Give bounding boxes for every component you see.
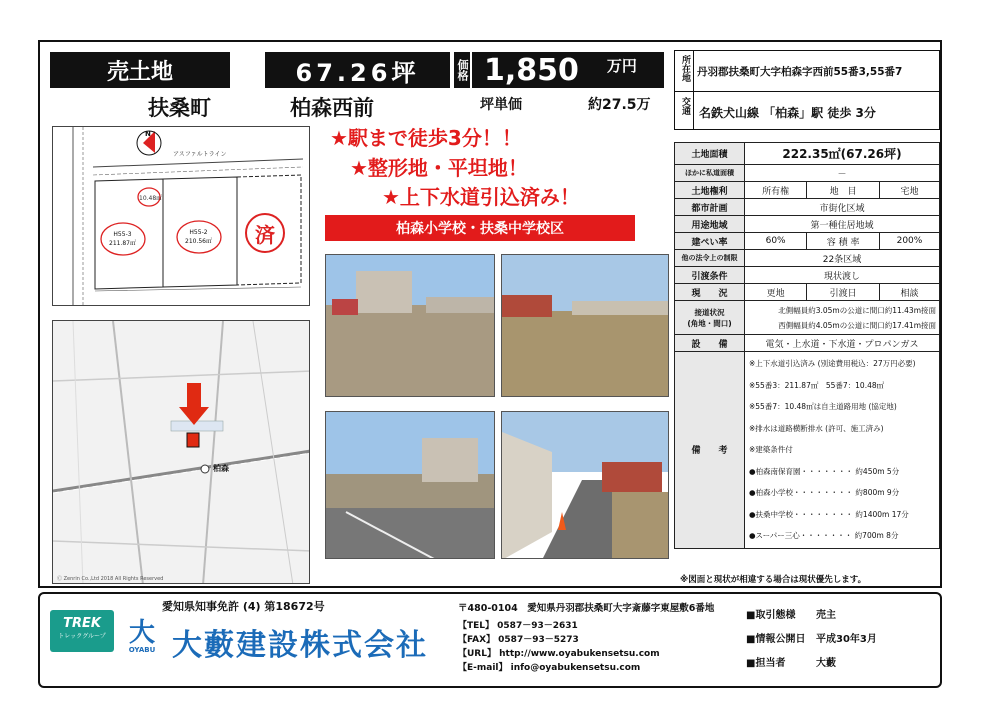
map-credit: Ⓒ Zenrin Co.,Ltd 2018 All Rights Reserved — [57, 576, 164, 582]
area-name: 柏森西前 — [290, 96, 374, 120]
spec-label: 現 況 — [675, 284, 745, 301]
spec-row — [675, 199, 940, 216]
spec-value: 所有権 — [745, 182, 807, 199]
spec-value: 相談 — [879, 284, 939, 301]
spec-value: 222.35㎡(67.26坪) — [745, 143, 940, 165]
deal-type-value: 売主 — [816, 610, 836, 621]
sold-stamp-text: 済 — [255, 222, 275, 247]
spec-label: 地 目 — [807, 182, 880, 199]
spec-value — [745, 301, 940, 335]
remark-line: ※上下水道引込済み (別途費用税込：27万円必要) — [749, 359, 916, 368]
school-banner-text: 柏森小学校・扶桑中学校区 — [396, 221, 564, 237]
staff-value: 大藪 — [816, 658, 836, 669]
lot-2-label: H55-2 210.56㎡ — [185, 229, 212, 245]
lot-small-area: 10.48㎡ — [139, 195, 163, 202]
site-photo-2 — [501, 254, 669, 397]
remarks-cell — [745, 352, 940, 549]
spec-label: 用途地域 — [675, 216, 745, 233]
trek-logo-text: TREK — [63, 616, 101, 631]
company-email[interactable]: 【E-mail】 info@oyabukensetsu.com — [458, 663, 641, 673]
company-fax: 【FAX】 0587－93－5273 — [458, 635, 579, 645]
trek-logo — [50, 610, 114, 652]
spec-row — [675, 335, 940, 352]
site-photo-3 — [325, 411, 495, 559]
remark-line: ※建築条件付 — [749, 445, 793, 454]
area-map — [52, 320, 310, 584]
company-name: 大藪建設株式会社 — [172, 628, 428, 663]
site-photo-1 — [325, 254, 495, 397]
spec-label: 設 備 — [675, 335, 745, 352]
remark-line: ※55番7：10.48㎡は自主道路用地 (協定地) — [749, 402, 897, 411]
spec-row — [675, 301, 940, 335]
spec-row — [675, 250, 940, 267]
remark-line: ●扶桑中学校・・・・・・・・ 約1400m 17分 — [749, 509, 909, 519]
site-photo-4 — [501, 411, 669, 559]
oyabu-logo-text: OYABU — [128, 646, 156, 654]
spec-label: 土地権利 — [675, 182, 745, 199]
school-banner — [325, 215, 635, 241]
publish-date-value: 平成30年3月 — [816, 634, 877, 645]
tsubo-value: 67.26坪 — [295, 58, 420, 87]
access-line-1: 北側幅員約3.05mの公道に間口約11.43m接面 — [778, 305, 936, 315]
flyer-sheet — [38, 40, 942, 588]
spec-label: 引渡日 — [807, 284, 880, 301]
spec-value: 200% — [879, 233, 939, 250]
unit-price-value: 約27.5万 — [588, 97, 651, 113]
price-box — [472, 52, 664, 88]
remark-line: ●柏森南保育園・・・・・・・ 約450m 5分 — [749, 466, 900, 476]
spec-row — [675, 267, 940, 284]
remark-line: ※排水は道路横断排水 (許可、施工済み) — [749, 423, 884, 433]
company-url[interactable]: 【URL】 http://www.oyabukensetsu.com — [458, 649, 660, 659]
spec-label: 建ぺい率 — [675, 233, 745, 250]
station-label: 柏森 — [213, 464, 229, 473]
remark-line: ●スーパー三心・・・・・・・ 約700m 8分 — [749, 531, 899, 540]
spec-label: 接道状況 (角地・間口) — [675, 301, 745, 335]
bottom-note: ※図面と現状が相違する場合は現状優先します。 — [680, 575, 867, 585]
unit-price-label: 坪単価 — [480, 97, 522, 113]
license-number: 愛知県知事免許 (4) 第18672号 — [162, 600, 325, 613]
spec-row — [675, 284, 940, 301]
spec-row — [675, 182, 940, 199]
spec-row — [675, 216, 940, 233]
spec-label: 他の法令上の制限 — [675, 250, 745, 267]
price-label-box — [454, 52, 470, 88]
spec-table — [674, 142, 940, 549]
spec-value: 現状渡し — [745, 267, 940, 284]
price-value: 1,850 — [484, 52, 579, 88]
price-unit: 万円 — [606, 57, 637, 75]
type-label-box — [50, 52, 230, 88]
spec-value: 22条区域 — [745, 250, 940, 267]
spec-value: 電気・上水道・下水道・プロパンガス — [745, 335, 940, 352]
spec-value: 60% — [745, 233, 807, 250]
highlight-2: ★整形地・平坦地！ — [350, 156, 528, 180]
company-address: 〒480-0104 愛知県丹羽郡扶桑町大字斎藤字東屋敷6番地 — [458, 603, 715, 614]
spec-row — [675, 165, 940, 182]
tsubo-box — [265, 52, 450, 88]
plot-plan — [52, 126, 310, 306]
spec-row — [675, 233, 940, 250]
sold-stamp — [245, 213, 285, 253]
spec-label: 土地面積 — [675, 143, 745, 165]
highlight-3: ★上下水道引込済み！ — [382, 185, 580, 209]
spec-value: 更地 — [745, 284, 807, 301]
spec-row — [675, 143, 940, 165]
highlight-1: ★駅まで徒歩3分！！ — [330, 126, 522, 150]
location-block — [674, 50, 940, 130]
spec-value: 第一種住居地域 — [745, 216, 940, 233]
location-label: 所在地 — [680, 55, 690, 82]
oyabu-logo — [124, 620, 160, 656]
spec-label: 容 積 率 — [807, 233, 880, 250]
type-label: 売土地 — [106, 59, 173, 85]
divider — [693, 51, 694, 129]
divider — [675, 91, 939, 92]
access-line-2: 西側幅員約4.05mの公道に間口約17.41m接面 — [778, 320, 936, 330]
deal-type-label: ■取引態様 — [746, 610, 796, 621]
spec-label: 都市計画 — [675, 199, 745, 216]
company-footer — [38, 592, 942, 688]
traffic-label: 交通 — [680, 97, 690, 115]
spec-label: ほかに私道面積 — [675, 165, 745, 182]
spec-value: 宅地 — [879, 182, 939, 199]
location-value: 丹羽郡扶桑町大字柏森字西前55番3,55番7 — [697, 66, 903, 78]
compass-label: N — [145, 130, 151, 138]
oyabu-mark-icon: 大 — [128, 618, 155, 648]
lot-1-label: H55-3 211.87㎡ — [109, 231, 136, 247]
remark-line: ※55番3：211.87㎡ 55番7：10.48㎡ — [749, 380, 885, 390]
town-name: 扶桑町 — [148, 96, 211, 120]
road-note: アスファルトライン — [173, 151, 227, 158]
staff-label: ■担当者 — [746, 658, 786, 669]
publish-date-label: ■情報公開日 — [746, 634, 806, 645]
spec-value: 市街化区域 — [745, 199, 940, 216]
spec-label: 引渡条件 — [675, 267, 745, 284]
remark-line: ●柏森小学校・・・・・・・・ 約800m 9分 — [749, 488, 900, 497]
company-tel: 【TEL】 0587－93－2631 — [458, 621, 578, 631]
traffic-value: 名鉄犬山線 「柏森」駅 徒歩 3分 — [699, 106, 876, 120]
price-label: 価格 — [456, 59, 469, 81]
map-drawing — [53, 321, 310, 584]
spec-value: － — [745, 165, 940, 182]
trek-logo-sub: トレックグループ — [58, 633, 106, 640]
spec-label: 備 考 — [675, 352, 745, 549]
spec-row — [675, 352, 940, 549]
